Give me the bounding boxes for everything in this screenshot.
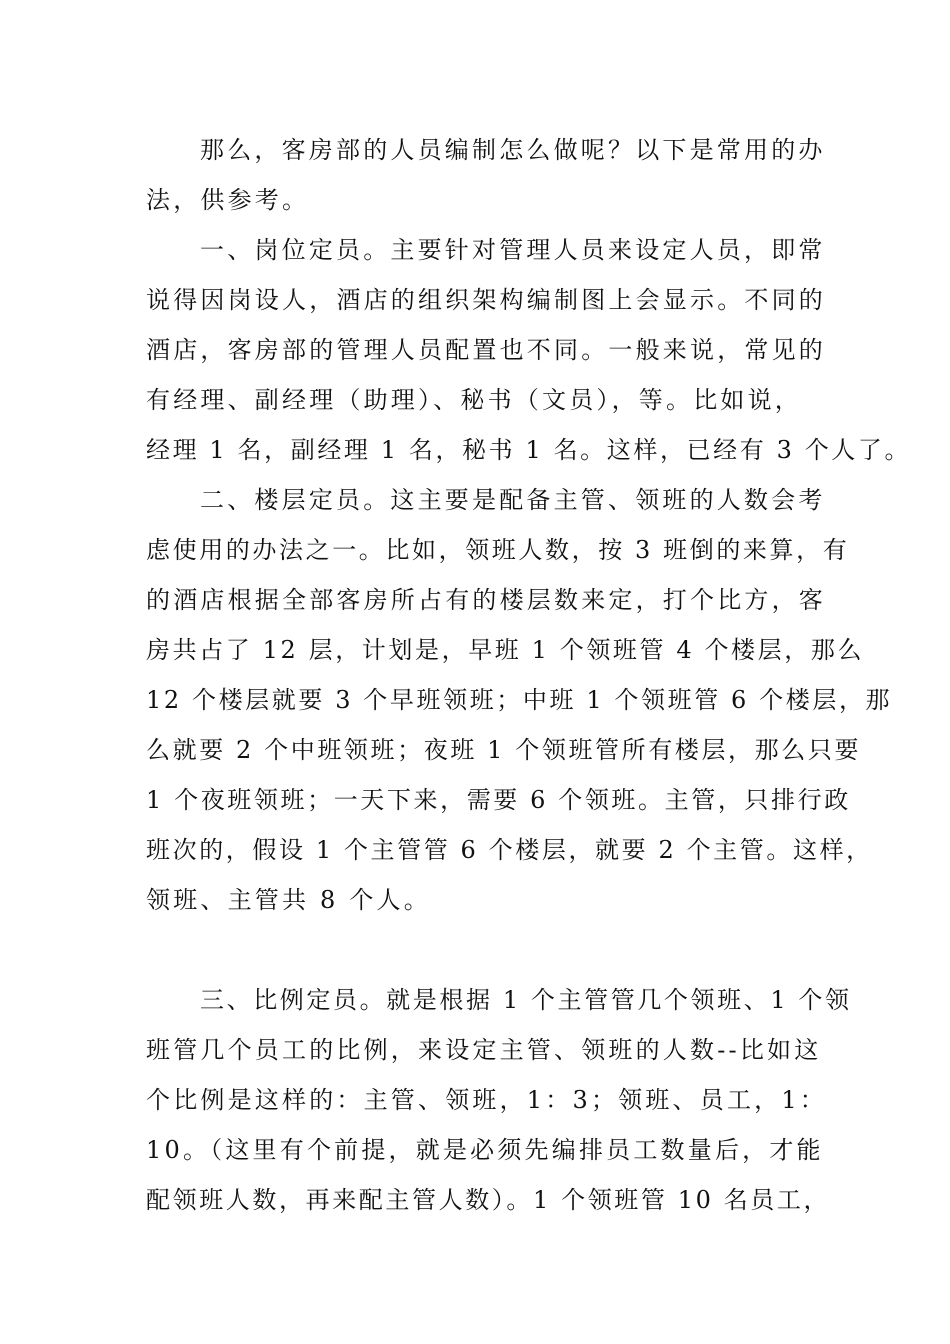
section-2-line-4: 房共占了 12 层，计划是，早班 1 个领班管 4 个楼层，那么 <box>146 636 865 664</box>
intro-line-2: 法，供参考。 <box>146 186 310 214</box>
section-2-line-1: 二、楼层定员。这主要是配备主管、领班的人数会考 <box>200 486 826 514</box>
section-1-line-1: 一、岗位定员。主要针对管理人员来设定人员，即常 <box>200 236 826 264</box>
intro-line-1: 那么，客房部的人员编制怎么做呢？以下是常用的办 <box>200 136 826 164</box>
section-1-line-4: 有经理、副经理（助理）、秘书（文员），等。比如说， <box>146 386 802 414</box>
section-2-line-2: 虑使用的办法之一。比如，领班人数，按 3 班倒的来算，有 <box>146 536 850 564</box>
section-1-line-2: 说得因岗设人，酒店的组织架构编制图上会显示。不同的 <box>146 286 826 314</box>
section-2-line-8: 班次的，假设 1 个主管管 6 个楼层，就要 2 个主管。这样， <box>146 836 873 864</box>
section-3-line-4: 10。（这里有个前提，就是必须先编排员工数量后，才能 <box>146 1136 824 1164</box>
section-3-line-3: 个比例是这样的：主管、领班，1：3；领班、员工，1： <box>146 1086 828 1114</box>
section-2-line-6: 么就要 2 个中班领班；夜班 1 个领班管所有楼层，那么只要 <box>146 736 862 764</box>
section-2-line-7: 1 个夜班领班；一天下来，需要 6 个领班。主管，只排行政 <box>146 786 851 814</box>
section-2-line-3: 的酒店根据全部客房所占有的楼层数来定，打个比方，客 <box>146 586 826 614</box>
section-2-line-5: 12 个楼层就要 3 个早班领班；中班 1 个领班管 6 个楼层，那 <box>146 686 893 714</box>
section-1-line-5: 经理 1 名，副经理 1 名，秘书 1 名。这样，已经有 3 个人了。 <box>146 436 912 464</box>
section-3-line-1: 三、比例定员。就是根据 1 个主管管几个领班、1 个领 <box>200 986 852 1014</box>
section-3-line-2: 班管几个员工的比例，来设定主管、领班的人数--比如这 <box>146 1036 822 1064</box>
section-2-line-9: 领班、主管共 8 个人。 <box>146 886 431 914</box>
section-3-line-5: 配领班人数，再来配主管人数）。1 个领班管 10 名员工， <box>146 1186 831 1214</box>
section-1-line-3: 酒店，客房部的管理人员配置也不同。一般来说，常见的 <box>146 336 826 364</box>
